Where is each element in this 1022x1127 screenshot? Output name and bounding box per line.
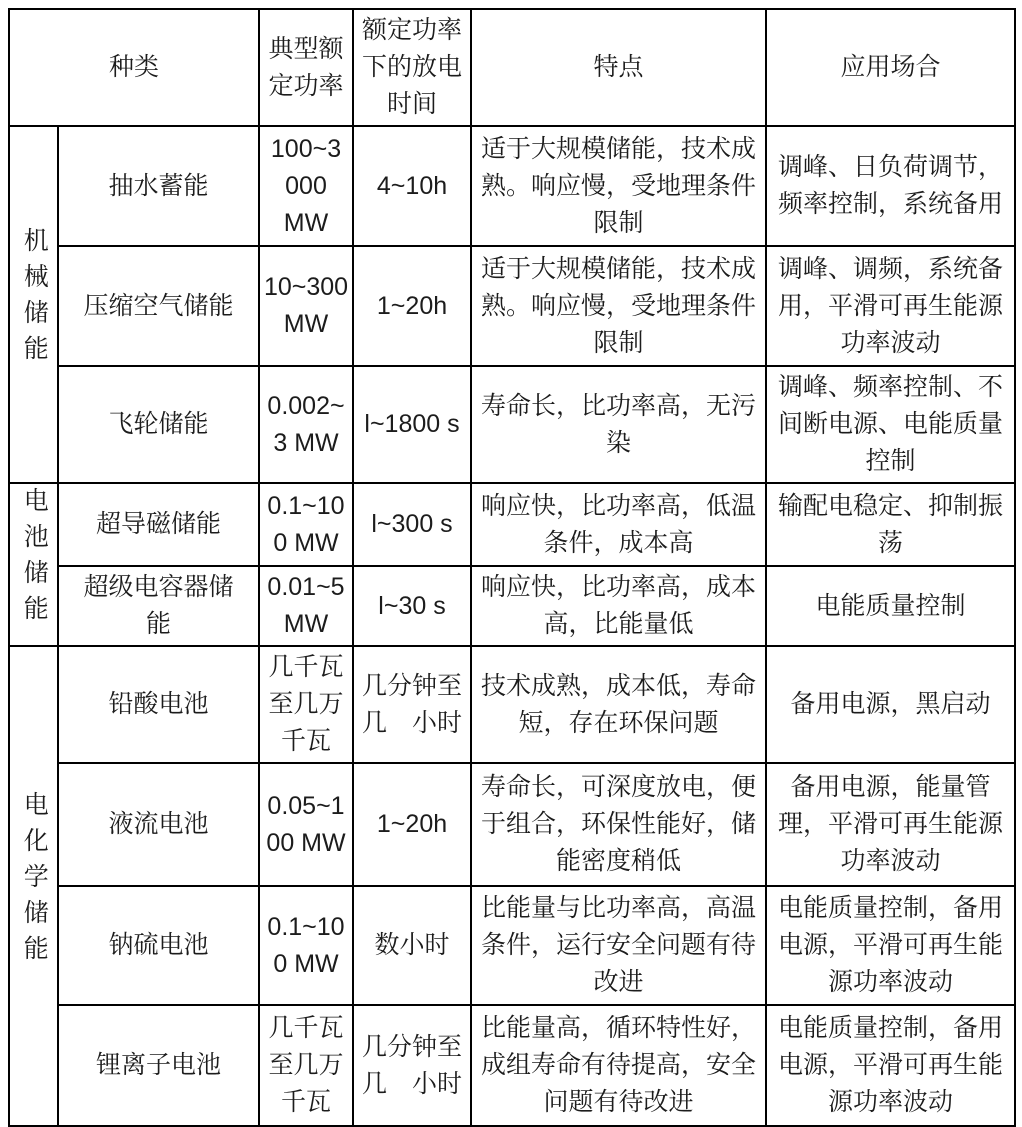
cell-type: 锂离子电池 bbox=[58, 1005, 259, 1126]
group-label-battery: 电池储能 bbox=[20, 487, 49, 631]
cell-type: 超导磁储能 bbox=[58, 483, 259, 566]
table-row bbox=[9, 763, 1015, 886]
group-label-mechanical: 机械储能 bbox=[20, 227, 49, 371]
group-cell-electrochemical bbox=[9, 646, 58, 1126]
cell-applications: 输配电稳定、抑制振荡 bbox=[766, 483, 1015, 566]
cell-time: 几分钟至几 小时 bbox=[353, 1005, 471, 1126]
cell-time: 1~20h bbox=[353, 246, 471, 366]
cell-features: 比能量与比功率高，高温条件，运行安全问题有待改进 bbox=[471, 886, 766, 1005]
cell-features: 适于大规模储能，技术成熟。响应慢，受地理条件限制 bbox=[471, 126, 766, 246]
cell-applications: 调峰、日负荷调节，频率控制，系统备用 bbox=[766, 126, 1015, 246]
table-row bbox=[9, 366, 1015, 483]
cell-features: 比能量高，循环特性好，成组寿命有待提高，安全问题有待改进 bbox=[471, 1005, 766, 1126]
energy-storage-table bbox=[8, 8, 1016, 1127]
header-discharge-time: 额定功率下的放电时间 bbox=[353, 9, 471, 126]
header-type: 种类 bbox=[9, 9, 259, 126]
cell-time: 1~20h bbox=[353, 763, 471, 886]
cell-power: 0.1~100 MW bbox=[259, 886, 353, 1005]
cell-time: 几分钟至几 小时 bbox=[353, 646, 471, 763]
cell-power: 0.01~5 MW bbox=[259, 566, 353, 646]
cell-power: 10~300 MW bbox=[259, 246, 353, 366]
cell-power: 0.002~3 MW bbox=[259, 366, 353, 483]
header-rated-power: 典型额定功率 bbox=[259, 9, 353, 126]
cell-power: 几千瓦至几万千瓦 bbox=[259, 1005, 353, 1126]
header-features: 特点 bbox=[471, 9, 766, 126]
cell-applications: 电能质量控制，备用电源，平滑可再生能源功率波动 bbox=[766, 886, 1015, 1005]
cell-power: 几千瓦至几万千瓦 bbox=[259, 646, 353, 763]
cell-applications: 调峰、调频，系统备用，平滑可再生能源功率波动 bbox=[766, 246, 1015, 366]
cell-features: 寿命长，比功率高，无污染 bbox=[471, 366, 766, 483]
cell-applications: 调峰、频率控制、不间断电源、电能质量控制 bbox=[766, 366, 1015, 483]
cell-features: 寿命长，可深度放电，便于组合，环保性能好，储能密度稍低 bbox=[471, 763, 766, 886]
cell-time: l~1800 s bbox=[353, 366, 471, 483]
cell-applications: 备用电源，黑启动 bbox=[766, 646, 1015, 763]
cell-type: 飞轮储能 bbox=[58, 366, 259, 483]
cell-features: 技术成熟，成本低，寿命短，存在环保问题 bbox=[471, 646, 766, 763]
cell-type: 超级电容器储能 bbox=[58, 566, 259, 646]
cell-type: 铅酸电池 bbox=[58, 646, 259, 763]
cell-type: 抽水蓄能 bbox=[58, 126, 259, 246]
cell-features: 响应快，比功率高，成本高，比能量低 bbox=[471, 566, 766, 646]
table-row bbox=[9, 886, 1015, 1005]
table-row bbox=[9, 646, 1015, 763]
group-cell-mechanical bbox=[9, 126, 58, 483]
cell-time: l~300 s bbox=[353, 483, 471, 566]
table-row bbox=[9, 483, 1015, 566]
cell-power: 0.1~100 MW bbox=[259, 483, 353, 566]
table-row bbox=[9, 1005, 1015, 1126]
cell-applications: 电能质量控制 bbox=[766, 566, 1015, 646]
cell-power: 100~3 000 MW bbox=[259, 126, 353, 246]
cell-features: 适于大规模储能，技术成熟。响应慢，受地理条件限制 bbox=[471, 246, 766, 366]
table-row bbox=[9, 246, 1015, 366]
cell-time: 数小时 bbox=[353, 886, 471, 1005]
header-row bbox=[9, 9, 1015, 126]
cell-type: 压缩空气储能 bbox=[58, 246, 259, 366]
header-applications: 应用场合 bbox=[766, 9, 1015, 126]
cell-applications: 备用电源，能量管理，平滑可再生能源功率波动 bbox=[766, 763, 1015, 886]
group-cell-battery bbox=[9, 483, 58, 646]
cell-time: 4~10h bbox=[353, 126, 471, 246]
cell-power: 0.05~100 MW bbox=[259, 763, 353, 886]
cell-applications: 电能质量控制，备用电源，平滑可再生能源功率波动 bbox=[766, 1005, 1015, 1126]
table-row bbox=[9, 126, 1015, 246]
cell-type: 钠硫电池 bbox=[58, 886, 259, 1005]
group-label-electrochemical: 电化学储能 bbox=[20, 790, 49, 971]
table-row bbox=[9, 566, 1015, 646]
cell-time: l~30 s bbox=[353, 566, 471, 646]
cell-type: 液流电池 bbox=[58, 763, 259, 886]
cell-features: 响应快，比功率高，低温条件，成本高 bbox=[471, 483, 766, 566]
